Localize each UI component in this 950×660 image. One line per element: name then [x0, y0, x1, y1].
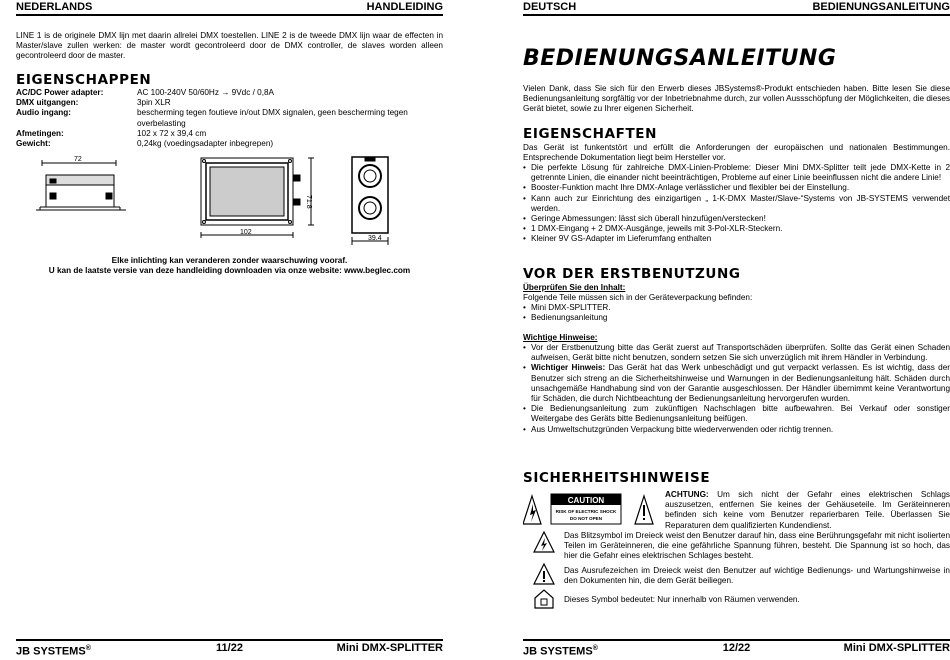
section-title-eigenschaften: EIGENSCHAFTEN — [523, 126, 657, 142]
list-item: • Booster-Funktion macht Ihre DMX-Anlage verlässlicher und flexibler bei der Einstellung. — [523, 183, 950, 193]
inhalt-subheading: Überprüfen Sie den Inhalt: — [523, 283, 626, 292]
achtung-paragraph: ACHTUNG: Um sich nicht der Gefahr eines elektrischen Schlags auszusetzen, entfernen Sie keines der Gehäuseteile. Im Geräteinneren befinden sich keine vom Benutzer reparierbaren Teile. Überlassen Sie Reparaturen dem qualifizierten Kundendienst. — [665, 490, 950, 530]
eigenschaften-intro: Das Gerät ist funkentstört und erfüllt die Anforderungen der europäischen und nationalen Bestimmungen. Entsprechende Dokumentation liegt beim Hersteller vor. — [523, 143, 950, 163]
spec-row — [16, 139, 443, 149]
dimension-drawing — [36, 153, 416, 253]
spec-row — [16, 98, 443, 108]
spec-label: DMX uitgangen: — [16, 98, 79, 108]
dim-height-label: 71.8 — [305, 195, 312, 209]
caution-line-1: RISK OF ELECTRIC SHOCK — [555, 509, 617, 514]
spec-value: 0,24kg (voedingsadapter inbegrepen) — [137, 139, 274, 149]
document-title: BEDIENUNGSANLEITUNG — [523, 46, 837, 71]
blitz-paragraph: Das Blitzsymbol im Dreieck weist den Benutzer darauf hin, dass eine Berührungsgefahr mit nicht isolierten Teilen im Geräteinneren, die eine gefährliche Spannung führen, besteht. Die Spannung ist so hoch, das hier die Gefahr eines elektrischen Schlages besteht. — [564, 531, 950, 561]
page-header — [16, 0, 443, 16]
notice-download: U kan de laatste versie van deze handleiding downloaden via onze website: www.beglec.com — [48, 266, 411, 275]
ausruf-paragraph: Das Ausrufezeichen im Dreieck weist den Benutzer auf wichtige Bedienungs- und Wartungshinweise in den Dokumenten hin, die dem Gerät beiliegen. — [564, 566, 950, 586]
list-item: • Wichtiger Hinweis: Das Gerät hat das Werk unbeschädigt und gut verpackt verlassen. Es ist wichtig, dass der Benutzer sich streng an die Sicherheitshinweise und Warnungen in der Bedienungsanleitung hält. Schäden durch unsachgemäße Handhabung sind von der Garantie ausgeschlossen. Der Händler übernimmt keine Verantwortung für Schäden, die durch Nichtbeachtung der Bedienungsanleitung hervorgerufen wurden. — [523, 363, 950, 404]
caution-title: CAUTION — [567, 496, 605, 505]
end-view — [352, 157, 388, 245]
header-language: NEDERLANDS — [16, 1, 93, 13]
list-item: • Die Bedienungsanleitung zum zukünftigen Nachschlagen bitte aufbewahren. Bei Verkauf oder sonstiger Weitergabe des Geräts bitte Bedienungsanleitung beifügen. — [523, 404, 950, 424]
inhalt-intro: Folgende Teile müssen sich in der Geräteverpackung befinden: — [523, 293, 753, 302]
notice-change: Elke inlichting kan veranderen zonder waarschuwing vooraf. — [111, 256, 348, 265]
hinweise-list — [523, 343, 950, 435]
spec-value: bescherming tegen foutieve in/out DMX signalen, geen bescherming tegen overbelasting — [137, 108, 408, 128]
list-item: • Bedienungsanleitung — [523, 313, 950, 323]
intro-paragraph: LINE 1 is de originele DMX lijn met daarin allrelei DMX toestellen. LINE 2 is de tweede DMX lijn waar de effecten in Master/slave zullen werken: de master wordt gecontroleerd door de DMX controller, de slaves worden alleen gecontroleerd door de master. — [16, 31, 443, 61]
footer-page-number: 12/22 — [722, 642, 751, 654]
footer-product: Mini DMX-SPLITTER — [843, 642, 950, 654]
page-footer — [16, 639, 443, 656]
list-item: • Mini DMX-SPLITTER. — [523, 303, 950, 313]
front-view — [201, 158, 314, 238]
list-item: • Aus Umweltschutzgründen Verpackung bitte wiederverwenden oder richtig trennen. — [523, 425, 950, 435]
hinweise-subheading: Wichtige Hinweise: — [523, 333, 598, 342]
section-title: EIGENSCHAPPEN — [16, 72, 152, 88]
intro-paragraph: Vielen Dank, dass Sie sich für den Erwerb dieses JBSystems®-Produkt entschieden haben. Bitte lesen Sie diese Bedienungsanleitung sorgfältig vor der Inbetriebnahme durch, zur vollen Aussschöpfung der Möglichkeiten, die dieses Gerät bietet, sowie zu Ihrer eigenen Sicherheit. — [523, 84, 950, 114]
header-title: HANDLEIDING — [366, 1, 443, 13]
header-title: BEDIENUNGSANLEITUNG — [812, 1, 950, 13]
page-right — [523, 0, 950, 658]
footer-brand: JB SYSTEMS® — [523, 645, 598, 658]
footer-product: Mini DMX-SPLITTER — [336, 642, 443, 654]
list-item: • Kann auch zur Einrichtung des einzigartigen „ 1-K-DMX Master/Slave-“Systems von JB-SYSTEMS verwendet werden. — [523, 194, 950, 214]
section-title-erstbenutzung: VOR DER ERSTBENUTZUNG — [523, 266, 741, 282]
section-title-sicherheit: SICHERHEITSHINWEISE — [523, 470, 711, 486]
dim-front-label: 102 — [240, 229, 252, 236]
spec-value: 102 x 72 x 39,4 cm — [137, 128, 207, 138]
caution-label — [523, 490, 663, 528]
page-footer — [523, 639, 950, 656]
side-view — [36, 160, 126, 210]
inhalt-list — [523, 303, 950, 323]
spec-value: 3pin XLR — [137, 98, 171, 108]
spec-label: Afmetingen: — [16, 128, 64, 138]
eigenschaften-list — [523, 163, 950, 245]
spec-row — [16, 88, 443, 98]
list-item: • Die perfekte Lösung für zahlreiche DMX-Linien-Probleme: Dieser Mini DMX-Splitter teilt jede DMX-Kette in 2 getrennte Linien, die einander nicht beeinträchtigen, Probleme auf einer Linie beeinflussen nicht die andere Linie! — [523, 163, 950, 183]
page-left — [16, 0, 443, 658]
exclamation-triangle-icon — [533, 563, 555, 585]
list-item: • Kleiner 9V GS-Adapter im Lieferumfang enthalten — [523, 234, 950, 244]
dim-side-label: 72 — [74, 156, 82, 163]
indoor-use-icon — [533, 588, 555, 610]
spec-value: AC 100-240V 50/60Hz → 9Vdc / 0,8A — [137, 88, 274, 97]
lightning-triangle-icon — [533, 531, 555, 553]
dim-end-label: 39.4 — [368, 235, 382, 242]
spec-label: AC/DC Power adapter: — [16, 88, 104, 97]
caution-line-2: DO NOT OPEN — [569, 516, 603, 521]
indoor-paragraph: Dieses Symbol bedeutet: Nur innerhalb von Räumen verwenden. — [564, 595, 800, 604]
list-item: • Vor der Erstbenutzung bitte das Gerät zuerst auf Transportschäden überprüfen. Sollte das Gerät einen Schaden aufweisen, Gerät bitte nicht benutzen, sondern setzen Sie sich unverzüglich mit ihrem Händler in Verbindung. — [523, 343, 950, 363]
spec-label: Audio ingang: — [16, 108, 72, 118]
page-header — [523, 0, 950, 16]
list-item: • 1 DMX-Eingang + 2 DMX-Ausgänge, jeweils mit 3-Pol-XLR-Steckern. — [523, 224, 950, 234]
spec-label: Gewicht: — [16, 139, 51, 149]
spec-row — [16, 108, 443, 128]
spec-row — [16, 129, 443, 139]
footer-brand: JB SYSTEMS® — [16, 645, 91, 658]
list-item: • Geringe Abmessungen: lässt sich überall hinzufügen/verstecken! — [523, 214, 950, 224]
footer-page-number: 11/22 — [216, 642, 243, 654]
spec-table — [16, 88, 443, 149]
header-language: DEUTSCH — [523, 1, 577, 13]
